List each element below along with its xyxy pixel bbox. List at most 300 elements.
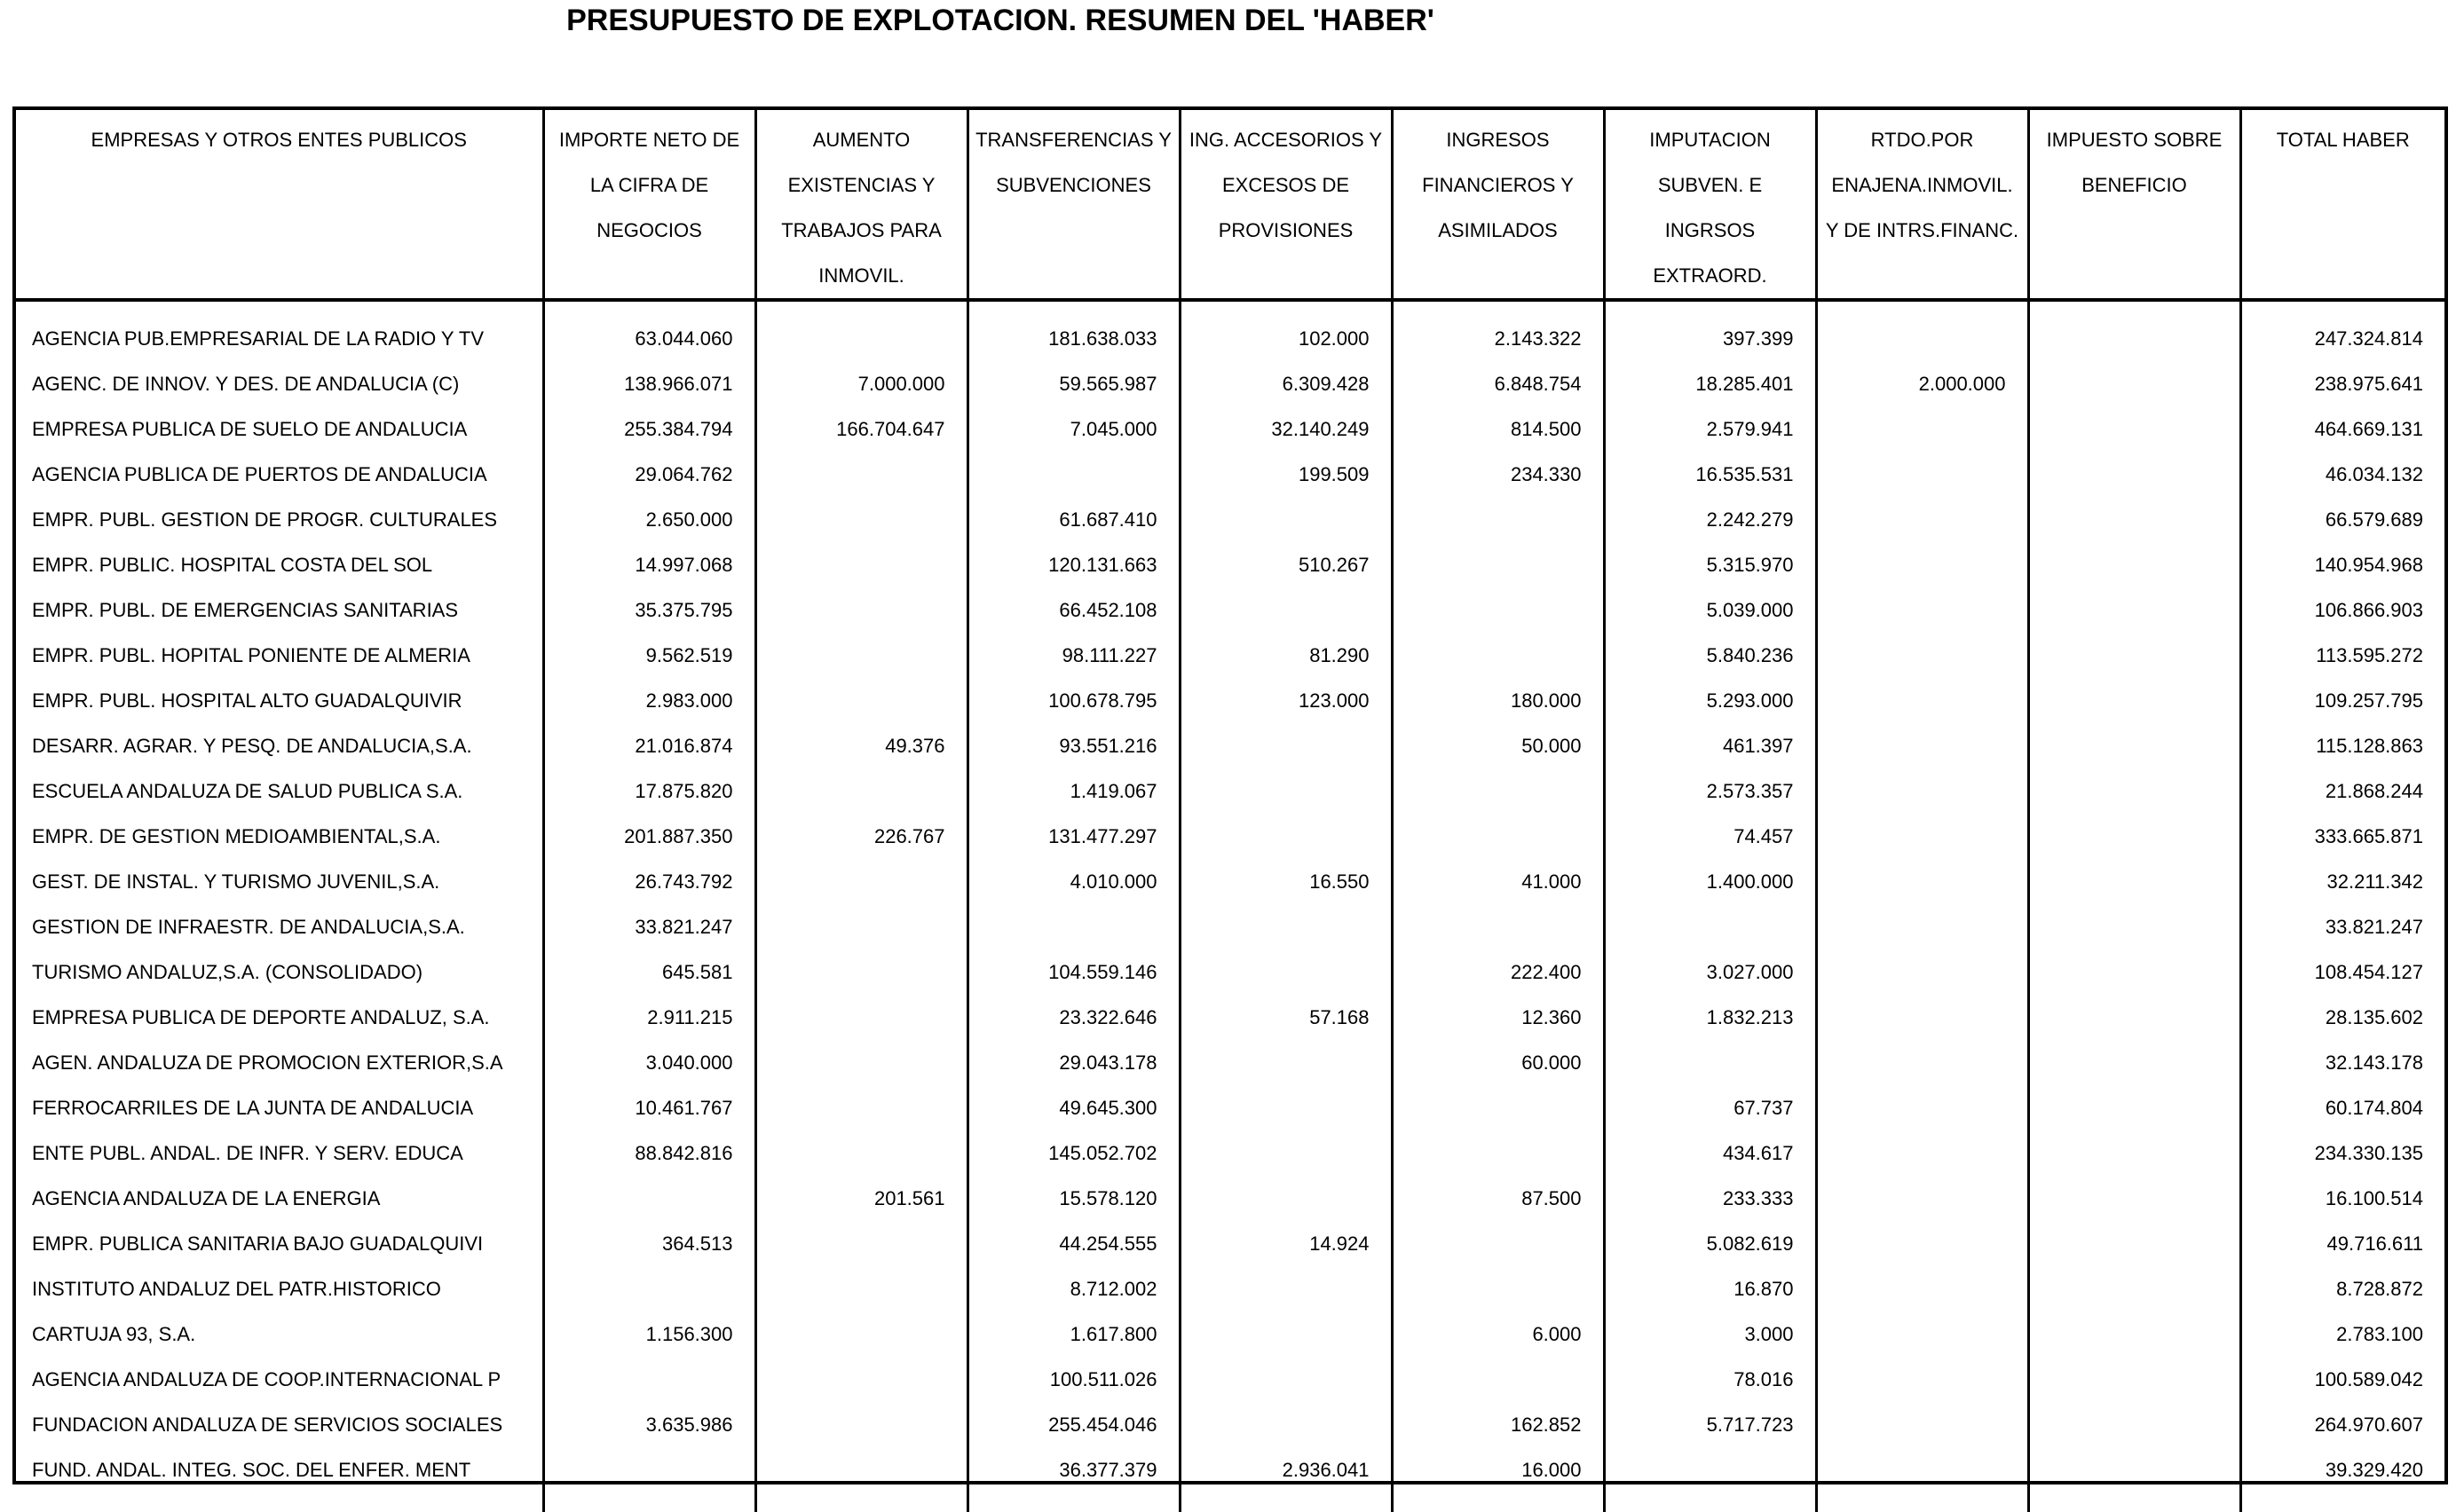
- value-cell: 1.832.213: [1604, 995, 1816, 1040]
- value-cell: 7.045.000: [967, 406, 1180, 452]
- value-cell: [755, 1221, 967, 1266]
- value-cell: [1604, 1040, 1816, 1085]
- value-cell: [1392, 587, 1604, 633]
- table-row: [16, 949, 2444, 995]
- table-row: [16, 1130, 2444, 1176]
- value-cell: [2028, 1040, 2240, 1085]
- value-cell: 120.131.663: [967, 542, 1180, 587]
- value-cell: 1.400.000: [1604, 859, 1816, 904]
- value-cell: [1816, 1447, 2028, 1492]
- spacer-cell: [1180, 1492, 1392, 1512]
- value-cell: [2028, 678, 2240, 723]
- value-cell: 33.821.247: [2240, 904, 2444, 949]
- value-cell: [1180, 1402, 1392, 1447]
- value-cell: 16.100.514: [2240, 1176, 2444, 1221]
- table-row: [16, 406, 2444, 452]
- spacer-cell: [2240, 300, 2444, 316]
- value-cell: 8.712.002: [967, 1266, 1180, 1311]
- entity-name-cell: AGENCIA PUB.EMPRESARIAL DE LA RADIO Y TV: [32, 327, 485, 350]
- spacer-cell: [1392, 1492, 1604, 1512]
- value-cell: [1392, 1130, 1604, 1176]
- value-cell: [755, 633, 967, 678]
- value-cell: [2028, 361, 2240, 406]
- value-cell: 145.052.702: [967, 1130, 1180, 1176]
- value-cell: 140.954.968: [2240, 542, 2444, 587]
- spacer-cell: [1604, 1492, 1816, 1512]
- value-cell: [755, 316, 967, 361]
- value-cell: 49.645.300: [967, 1085, 1180, 1130]
- value-cell: 181.638.033: [967, 316, 1180, 361]
- table-header-row: [16, 110, 2444, 300]
- value-cell: [755, 995, 967, 1040]
- table-row: [16, 361, 2444, 406]
- value-cell: [2028, 1402, 2240, 1447]
- spacer-cell: [755, 300, 967, 316]
- table-row: [16, 542, 2444, 587]
- value-cell: 201.887.350: [543, 814, 755, 859]
- value-cell: [1816, 949, 2028, 995]
- value-cell: [2028, 542, 2240, 587]
- spacer-cell: [1604, 300, 1816, 316]
- value-cell: 113.595.272: [2240, 633, 2444, 678]
- value-cell: 233.333: [1604, 1176, 1816, 1221]
- value-cell: 255.454.046: [967, 1402, 1180, 1447]
- value-cell: [2028, 452, 2240, 497]
- value-cell: 102.000: [1180, 316, 1392, 361]
- value-cell: [1604, 1447, 1816, 1492]
- value-cell: [2028, 1221, 2240, 1266]
- value-cell: [1180, 1357, 1392, 1402]
- value-cell: 2.242.279: [1604, 497, 1816, 542]
- value-cell: 36.377.379: [967, 1447, 1180, 1492]
- value-cell: 33.821.247: [543, 904, 755, 949]
- value-cell: 180.000: [1392, 678, 1604, 723]
- value-cell: 162.852: [1392, 1402, 1604, 1447]
- value-cell: [1816, 1221, 2028, 1266]
- entity-name-cell: FUND. ANDAL. INTEG. SOC. DEL ENFER. MENT: [32, 1459, 471, 1481]
- value-cell: [755, 497, 967, 542]
- value-cell: 87.500: [1392, 1176, 1604, 1221]
- value-cell: 60.174.804: [2240, 1085, 2444, 1130]
- entity-name-cell: EMPRESA PUBLICA DE SUELO DE ANDALUCIA: [32, 418, 468, 440]
- value-cell: 104.559.146: [967, 949, 1180, 995]
- value-cell: 10.461.767: [543, 1085, 755, 1130]
- column-header: EMPRESAS Y OTROS ENTES PUBLICOS: [16, 110, 543, 300]
- value-cell: 14.924: [1180, 1221, 1392, 1266]
- value-cell: 60.000: [1392, 1040, 1604, 1085]
- value-cell: 74.457: [1604, 814, 1816, 859]
- value-cell: 222.400: [1392, 949, 1604, 995]
- value-cell: [755, 949, 967, 995]
- table-body: [16, 300, 2444, 1512]
- entity-name-cell: EMPR. DE GESTION MEDIOAMBIENTAL,S.A.: [32, 825, 441, 847]
- value-cell: [2028, 1311, 2240, 1357]
- spacer-cell: [1392, 300, 1604, 316]
- value-cell: 5.039.000: [1604, 587, 1816, 633]
- value-cell: [1816, 1176, 2028, 1221]
- value-cell: 98.111.227: [967, 633, 1180, 678]
- value-cell: [967, 452, 1180, 497]
- value-cell: 81.290: [1180, 633, 1392, 678]
- value-cell: [1816, 1130, 2028, 1176]
- spacer-cell: [2028, 1492, 2240, 1512]
- value-cell: 1.156.300: [543, 1311, 755, 1357]
- value-cell: [755, 452, 967, 497]
- value-cell: [1816, 1085, 2028, 1130]
- value-cell: 6.309.428: [1180, 361, 1392, 406]
- value-cell: [1816, 497, 2028, 542]
- value-cell: [755, 904, 967, 949]
- value-cell: 138.966.071: [543, 361, 755, 406]
- value-cell: [2028, 995, 2240, 1040]
- value-cell: [1180, 1130, 1392, 1176]
- value-cell: 32.140.249: [1180, 406, 1392, 452]
- column-header: TOTAL HABER: [2240, 110, 2444, 300]
- spacer-cell: [755, 1492, 967, 1512]
- value-cell: 49.376: [755, 723, 967, 768]
- column-header: IMPORTE NETO DE LA CIFRA DE NEGOCIOS: [543, 110, 755, 300]
- value-cell: [967, 904, 1180, 949]
- value-cell: 255.384.794: [543, 406, 755, 452]
- value-cell: [543, 1357, 755, 1402]
- value-cell: 461.397: [1604, 723, 1816, 768]
- value-cell: 2.783.100: [2240, 1311, 2444, 1357]
- value-cell: [755, 1447, 967, 1492]
- value-cell: 32.143.178: [2240, 1040, 2444, 1085]
- value-cell: 5.082.619: [1604, 1221, 1816, 1266]
- value-cell: 199.509: [1180, 452, 1392, 497]
- value-cell: 16.870: [1604, 1266, 1816, 1311]
- entity-name-cell: INSTITUTO ANDALUZ DEL PATR.HISTORICO: [32, 1278, 441, 1300]
- value-cell: 29.043.178: [967, 1040, 1180, 1085]
- value-cell: [1180, 814, 1392, 859]
- value-cell: 2.983.000: [543, 678, 755, 723]
- value-cell: 14.997.068: [543, 542, 755, 587]
- value-cell: [2028, 1357, 2240, 1402]
- value-cell: [1604, 904, 1816, 949]
- value-cell: [2028, 723, 2240, 768]
- value-cell: 17.875.820: [543, 768, 755, 814]
- value-cell: 29.064.762: [543, 452, 755, 497]
- table-row: [16, 814, 2444, 859]
- value-cell: [2028, 1085, 2240, 1130]
- value-cell: 21.868.244: [2240, 768, 2444, 814]
- value-cell: 201.561: [755, 1176, 967, 1221]
- entity-name-cell: AGENCIA ANDALUZA DE LA ENERGIA: [32, 1187, 381, 1209]
- value-cell: 5.840.236: [1604, 633, 1816, 678]
- entity-name-cell: FERROCARRILES DE LA JUNTA DE ANDALUCIA: [32, 1097, 474, 1119]
- spacer-cell: [16, 300, 543, 316]
- table-row: [16, 1357, 2444, 1402]
- value-cell: [1816, 1402, 2028, 1447]
- value-cell: [1816, 814, 2028, 859]
- value-cell: 4.010.000: [967, 859, 1180, 904]
- value-cell: 115.128.863: [2240, 723, 2444, 768]
- value-cell: [1392, 1266, 1604, 1311]
- column-header: IMPUTACION SUBVEN. E INGRSOS EXTRAORD.: [1604, 110, 1816, 300]
- entity-name-cell: AGENCIA ANDALUZA DE COOP.INTERNACIONAL P: [32, 1368, 501, 1390]
- value-cell: 18.285.401: [1604, 361, 1816, 406]
- value-cell: [1180, 1040, 1392, 1085]
- entity-name-cell: EMPR. PUBL. HOPITAL PONIENTE DE ALMERIA: [32, 644, 470, 666]
- value-cell: 59.565.987: [967, 361, 1180, 406]
- entity-name-cell: AGENC. DE INNOV. Y DES. DE ANDALUCIA (C): [32, 373, 460, 395]
- table-row: [16, 1402, 2444, 1447]
- table-row: [16, 1221, 2444, 1266]
- column-header: TRANSFERENCIAS Y SUBVENCIONES: [967, 110, 1180, 300]
- value-cell: [755, 587, 967, 633]
- value-cell: 41.000: [1392, 859, 1604, 904]
- value-cell: [1180, 1176, 1392, 1221]
- value-cell: 109.257.795: [2240, 678, 2444, 723]
- value-cell: [1816, 678, 2028, 723]
- entity-name-cell: EMPR. PUBLIC. HOSPITAL COSTA DEL SOL: [32, 554, 433, 576]
- value-cell: 16.535.531: [1604, 452, 1816, 497]
- value-cell: [1816, 1266, 2028, 1311]
- value-cell: [1816, 633, 2028, 678]
- table-row: [16, 316, 2444, 361]
- table-row: [16, 678, 2444, 723]
- table-row: [16, 859, 2444, 904]
- column-header: ING. ACCESORIOS Y EXCESOS DE PROVISIONES: [1180, 110, 1392, 300]
- value-cell: 50.000: [1392, 723, 1604, 768]
- value-cell: [1816, 859, 2028, 904]
- column-header: RTDO.POR ENAJENA.INMOVIL. Y DE INTRS.FINANC.: [1816, 110, 2028, 300]
- value-cell: [543, 1176, 755, 1221]
- entity-name-cell: GEST. DE INSTAL. Y TURISMO JUVENIL,S.A.: [32, 870, 440, 893]
- value-cell: 67.737: [1604, 1085, 1816, 1130]
- value-cell: 5.717.723: [1604, 1402, 1816, 1447]
- spacer-cell: [543, 300, 755, 316]
- entity-name-cell: ENTE PUBL. ANDAL. DE INFR. Y SERV. EDUCA: [32, 1142, 463, 1164]
- spacer-row: [16, 300, 2444, 316]
- value-cell: 26.743.792: [543, 859, 755, 904]
- value-cell: 100.589.042: [2240, 1357, 2444, 1402]
- value-cell: 100.511.026: [967, 1357, 1180, 1402]
- value-cell: 32.211.342: [2240, 859, 2444, 904]
- value-cell: [2028, 904, 2240, 949]
- spacer-cell: [2028, 300, 2240, 316]
- value-cell: 2.650.000: [543, 497, 755, 542]
- value-cell: [1180, 1311, 1392, 1357]
- value-cell: 2.936.041: [1180, 1447, 1392, 1492]
- table-row: [16, 587, 2444, 633]
- value-cell: [1180, 1266, 1392, 1311]
- value-cell: [755, 1311, 967, 1357]
- value-cell: 12.360: [1392, 995, 1604, 1040]
- value-cell: 3.000: [1604, 1311, 1816, 1357]
- value-cell: [1392, 814, 1604, 859]
- value-cell: 61.687.410: [967, 497, 1180, 542]
- value-cell: 15.578.120: [967, 1176, 1180, 1221]
- value-cell: [1180, 723, 1392, 768]
- value-cell: 100.678.795: [967, 678, 1180, 723]
- value-cell: [2028, 1447, 2240, 1492]
- value-cell: [1392, 1221, 1604, 1266]
- value-cell: [2028, 814, 2240, 859]
- value-cell: [1816, 723, 2028, 768]
- value-cell: 66.579.689: [2240, 497, 2444, 542]
- value-cell: [1816, 1040, 2028, 1085]
- value-cell: 434.617: [1604, 1130, 1816, 1176]
- value-cell: 238.975.641: [2240, 361, 2444, 406]
- value-cell: [2028, 949, 2240, 995]
- entity-name-cell: EMPR. PUBLICA SANITARIA BAJO GUADALQUIVI: [32, 1232, 484, 1255]
- value-cell: 2.579.941: [1604, 406, 1816, 452]
- value-cell: 510.267: [1180, 542, 1392, 587]
- value-cell: 39.329.420: [2240, 1447, 2444, 1492]
- value-cell: [1180, 904, 1392, 949]
- spacer-cell: [1180, 300, 1392, 316]
- value-cell: 1.617.800: [967, 1311, 1180, 1357]
- value-cell: [755, 1130, 967, 1176]
- entity-name-cell: EMPR. PUBL. DE EMERGENCIAS SANITARIAS: [32, 599, 459, 621]
- value-cell: 78.016: [1604, 1357, 1816, 1402]
- value-cell: [1392, 1085, 1604, 1130]
- value-cell: 46.034.132: [2240, 452, 2444, 497]
- value-cell: 2.143.322: [1392, 316, 1604, 361]
- value-cell: [755, 768, 967, 814]
- value-cell: 6.848.754: [1392, 361, 1604, 406]
- value-cell: 264.970.607: [2240, 1402, 2444, 1447]
- value-cell: [1816, 452, 2028, 497]
- value-cell: 57.168: [1180, 995, 1392, 1040]
- value-cell: 226.767: [755, 814, 967, 859]
- value-cell: 49.716.611: [2240, 1221, 2444, 1266]
- value-cell: [1816, 587, 2028, 633]
- value-cell: [2028, 316, 2240, 361]
- value-cell: [755, 859, 967, 904]
- value-cell: 16.550: [1180, 859, 1392, 904]
- value-cell: [2028, 768, 2240, 814]
- value-cell: 35.375.795: [543, 587, 755, 633]
- table-row: [16, 904, 2444, 949]
- budget-table-frame: [12, 106, 2448, 1484]
- value-cell: 364.513: [543, 1221, 755, 1266]
- value-cell: [1392, 542, 1604, 587]
- value-cell: 1.419.067: [967, 768, 1180, 814]
- entity-name-cell: EMPR. PUBL. GESTION DE PROGR. CULTURALES: [32, 508, 498, 531]
- value-cell: 234.330.135: [2240, 1130, 2444, 1176]
- entity-name-cell: EMPRESA PUBLICA DE DEPORTE ANDALUZ, S.A.: [32, 1006, 490, 1028]
- value-cell: [1816, 1357, 2028, 1402]
- value-cell: 44.254.555: [967, 1221, 1180, 1266]
- column-header: AUMENTO EXISTENCIAS Y TRABAJOS PARA INMOVIL.: [755, 110, 967, 300]
- value-cell: [1392, 497, 1604, 542]
- value-cell: [543, 1447, 755, 1492]
- value-cell: 5.315.970: [1604, 542, 1816, 587]
- value-cell: [2028, 633, 2240, 678]
- column-header: INGRESOS FINANCIEROS Y ASIMILADOS: [1392, 110, 1604, 300]
- table-row: [16, 1266, 2444, 1311]
- value-cell: [2028, 587, 2240, 633]
- value-cell: 3.040.000: [543, 1040, 755, 1085]
- table-row: [16, 1311, 2444, 1357]
- table-row: [16, 1085, 2444, 1130]
- value-cell: [2028, 406, 2240, 452]
- value-cell: [1816, 1311, 2028, 1357]
- spacer-cell: [967, 300, 1180, 316]
- spacer-cell: [16, 1492, 543, 1512]
- value-cell: 645.581: [543, 949, 755, 995]
- value-cell: 123.000: [1180, 678, 1392, 723]
- value-cell: 2.911.215: [543, 995, 755, 1040]
- value-cell: 63.044.060: [543, 316, 755, 361]
- spacer-cell: [1816, 1492, 2028, 1512]
- table-row: [16, 723, 2444, 768]
- value-cell: 8.728.872: [2240, 1266, 2444, 1311]
- value-cell: [1816, 768, 2028, 814]
- budget-table: [16, 110, 2444, 1512]
- value-cell: 108.454.127: [2240, 949, 2444, 995]
- table-row: [16, 633, 2444, 678]
- value-cell: [543, 1266, 755, 1311]
- entity-name-cell: AGEN. ANDALUZA DE PROMOCION EXTERIOR,S.A: [32, 1051, 503, 1074]
- entity-name-cell: CARTUJA 93, S.A.: [32, 1323, 196, 1345]
- spacer-row: [16, 1492, 2444, 1512]
- value-cell: [755, 1357, 967, 1402]
- value-cell: [1816, 995, 2028, 1040]
- value-cell: [1392, 1357, 1604, 1402]
- entity-name-cell: EMPR. PUBL. HOSPITAL ALTO GUADALQUIVIR: [32, 689, 462, 712]
- value-cell: [1816, 406, 2028, 452]
- value-cell: [1180, 949, 1392, 995]
- table-row: [16, 452, 2444, 497]
- value-cell: 88.842.816: [543, 1130, 755, 1176]
- value-cell: [1392, 904, 1604, 949]
- value-cell: 3.027.000: [1604, 949, 1816, 995]
- value-cell: 234.330: [1392, 452, 1604, 497]
- value-cell: [1816, 904, 2028, 949]
- value-cell: 247.324.814: [2240, 316, 2444, 361]
- value-cell: [755, 1040, 967, 1085]
- value-cell: [1816, 542, 2028, 587]
- value-cell: [2028, 1176, 2240, 1221]
- page-title: PRESUPUESTO DE EXPLOTACION. RESUMEN DEL 'HABER': [566, 4, 1434, 37]
- value-cell: 23.322.646: [967, 995, 1180, 1040]
- value-cell: [2028, 859, 2240, 904]
- value-cell: [755, 1085, 967, 1130]
- value-cell: [755, 542, 967, 587]
- value-cell: 5.293.000: [1604, 678, 1816, 723]
- value-cell: [1180, 768, 1392, 814]
- value-cell: [755, 678, 967, 723]
- table-row: [16, 1040, 2444, 1085]
- value-cell: 28.135.602: [2240, 995, 2444, 1040]
- entity-name-cell: FUNDACION ANDALUZA DE SERVICIOS SOCIALES: [32, 1414, 503, 1436]
- value-cell: [2028, 1266, 2240, 1311]
- entity-name-cell: AGENCIA PUBLICA DE PUERTOS DE ANDALUCIA: [32, 463, 487, 485]
- value-cell: [1180, 1085, 1392, 1130]
- table-row: [16, 768, 2444, 814]
- value-cell: 397.399: [1604, 316, 1816, 361]
- value-cell: 2.000.000: [1816, 361, 2028, 406]
- value-cell: [2028, 1130, 2240, 1176]
- value-cell: 16.000: [1392, 1447, 1604, 1492]
- spacer-cell: [1816, 300, 2028, 316]
- value-cell: [1180, 497, 1392, 542]
- value-cell: 2.573.357: [1604, 768, 1816, 814]
- entity-name-cell: TURISMO ANDALUZ,S.A. (CONSOLIDADO): [32, 961, 423, 983]
- spacer-cell: [543, 1492, 755, 1512]
- entity-name-cell: GESTION DE INFRAESTR. DE ANDALUCIA,S.A.: [32, 916, 465, 938]
- table-row: [16, 1176, 2444, 1221]
- value-cell: [1392, 633, 1604, 678]
- value-cell: 106.866.903: [2240, 587, 2444, 633]
- value-cell: 464.669.131: [2240, 406, 2444, 452]
- spacer-cell: [2240, 1492, 2444, 1512]
- column-header: IMPUESTO SOBRE BENEFICIO: [2028, 110, 2240, 300]
